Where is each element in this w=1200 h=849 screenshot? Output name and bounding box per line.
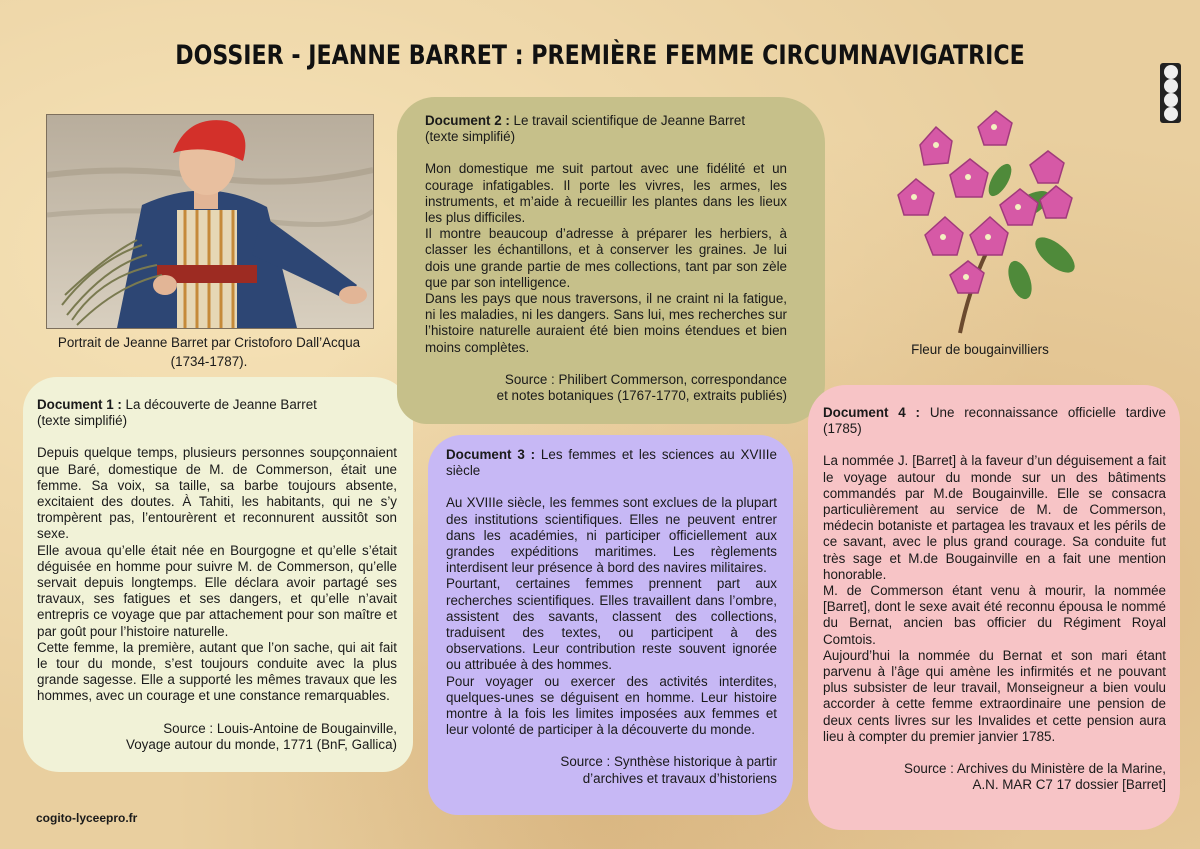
doc2-subheading: (texte simplifié) (425, 129, 516, 145)
document-2-card (397, 97, 825, 424)
doc2-paragraph: Il montre beaucoup d’adresse à préparer les herbiers, à classer les échantillons, et à conserver les graines. Je lui dois une grande partie de mes collections, tant par son zèle que par son intelligence. (425, 226, 787, 290)
bougainvillea-image (880, 105, 1100, 335)
doc2-source: et notes botaniques (1767-1770, extraits publiés) (496, 388, 787, 404)
sa-icon (1164, 107, 1178, 121)
doc2-heading: Document 2 : Le travail scientifique de Jeanne Barret (425, 113, 746, 128)
doc3-heading: Document 3 : Les femmes et les sciences au XVIIIe siècle (446, 447, 777, 479)
doc3-source: Source : Synthèse historique à partir (560, 754, 777, 770)
doc1-subheading: (texte simplifié) (37, 413, 128, 429)
doc1-source: Voyage autour du monde, 1771 (BnF, Gallica) (126, 736, 397, 752)
portrait-image (46, 114, 374, 329)
footer-site-link[interactable]: cogito-lyceepro.fr (36, 811, 138, 825)
nc-icon (1164, 93, 1178, 107)
doc4-source: A.N. MAR C7 17 dossier [Barret] (972, 777, 1166, 793)
by-icon (1164, 79, 1178, 93)
doc4-paragraph: M. de Commerson étant venu à mourir, la nommée [Barret], dont le sexe avait été reconnu épousa le nommé du Bernat, ancien bas officier du Régiment Royal Comtois. (823, 583, 1166, 647)
cc-icon (1164, 65, 1178, 79)
doc1-paragraph: Cette femme, la première, autant que l’on sache, qui ait fait le tour du monde, s’est toujours conduite avec la plus grande sagesse. Elle a supporté les mêmes travaux que les hommes, avec un courage et une constance remarquables. (37, 639, 397, 704)
doc2-paragraph: Dans les pays que nous traversons, il ne craint ni la fatigue, ni les maladies, ni les dangers. Sans lui, mes recherches sur l’histoire naturelle auraient été bien moins étendues et bien moins complètes. (425, 291, 787, 355)
doc2-source: Source : Philibert Commerson, correspondance (504, 371, 787, 387)
doc4-paragraph: Aujourd’hui la nommée du Bernat et son mari étant parvenu à l’âge qui amène les infirmités et ne pouvant plus subsister de leur travail, Monseigneur a bien voulu accorder à cette femme extraordinaire une pension de deux cents livres sur les Invalides et cette pension aura lieu à compter du premier janvier 1785. (823, 647, 1166, 744)
cc-license-icon (1160, 63, 1181, 123)
flower-caption: Fleur de bougainvilliers (911, 342, 1049, 357)
doc4-source: Source : Archives du Ministère de la Marine, (904, 761, 1166, 777)
page-title: DOSSIER - JEANNE BARRET : PREMIÈRE FEMME CIRCUMNAVIGATRICE (175, 40, 1025, 71)
doc1-heading: Document 1 : La découverte de Jeanne Barret (37, 397, 317, 412)
doc4-paragraph: La nommée J. [Barret] à la faveur d’un déguisement a fait le voyage autour du monde sur un des bâtiments commandés par M.de Bougainville. Elle se consacra particulièrement au service de M. de Commerson, médecin botaniste et partagea les travaux et les périls de ce savant, avec le plus grand courage. Sa conduite fut très sage et M.de Bougainville en a fait une mention honorable. (823, 453, 1166, 582)
doc3-paragraph: Pour voyager ou exercer des activités interdites, quelques-unes se déguisent en homme. Leur histoire montre à la fois les limites imposées aux femmes et leur volonté de participer à la découverte du monde. (446, 673, 777, 738)
doc4-heading: Document 4 : Une reconnaissance officielle tardive (1785) (823, 405, 1166, 437)
portrait-caption: Portrait de Jeanne Barret par Cristoforo Dall’Acqua (1734-1787). (57, 335, 361, 369)
document-4-card (808, 385, 1180, 830)
document-1-card (23, 377, 413, 772)
doc2-paragraph: Mon domestique me suit partout avec une fidélité et un courage infatigables. Il porte les vivres, les armes, les instruments, et m’aide à recueillir les plantes dans les lieux les plus difficiles. (425, 161, 787, 226)
doc1-source: Source : Louis-Antoine de Bougainville, (163, 720, 397, 736)
doc3-source: d’archives et travaux d’historiens (582, 770, 777, 786)
doc1-paragraph: Elle avoua qu’elle était née en Bourgogne et qu’elle s’était déguisée en homme pour suivre M. de Commerson, qu’elle servait depuis longtemps. Elle déclara avoir partagé ses travaux, ses fatigues et ses dangers, et qu’elle n’avait entrepris ce voyage que par attachement pour son maître et par goût pour l’histoire naturelle. (37, 542, 397, 639)
document-3-card (428, 435, 793, 815)
doc3-paragraph: Au XVIIIe siècle, les femmes sont exclues de la plupart des institutions scientifiques. Elles ne peuvent entrer dans les académies, ni participer officiellement aux grandes expéditions maritimes. Les règlements interdisent leur présence à bord des navires militaires. (446, 495, 777, 576)
doc1-paragraph: Depuis quelque temps, plusieurs personnes soupçonnaient que Baré, domestique de M. de Commerson, était une femme. Sa voix, sa taille, sa barbe toujours absente, excitaient des doutes. À Tahiti, les habitants, qui ne s’y trompèrent pas, l’entourèrent et reconnurent aussitôt son sexe. (37, 445, 397, 542)
doc3-paragraph: Pourtant, certaines femmes prennent part aux recherches scientifiques. Elles travaillent dans l’ombre, assistent des savants, classent des collections, traduisent des textes, ou participent à des observations. Leur contribution reste souvent ignorée ou attribuée à des hommes. (446, 576, 777, 673)
